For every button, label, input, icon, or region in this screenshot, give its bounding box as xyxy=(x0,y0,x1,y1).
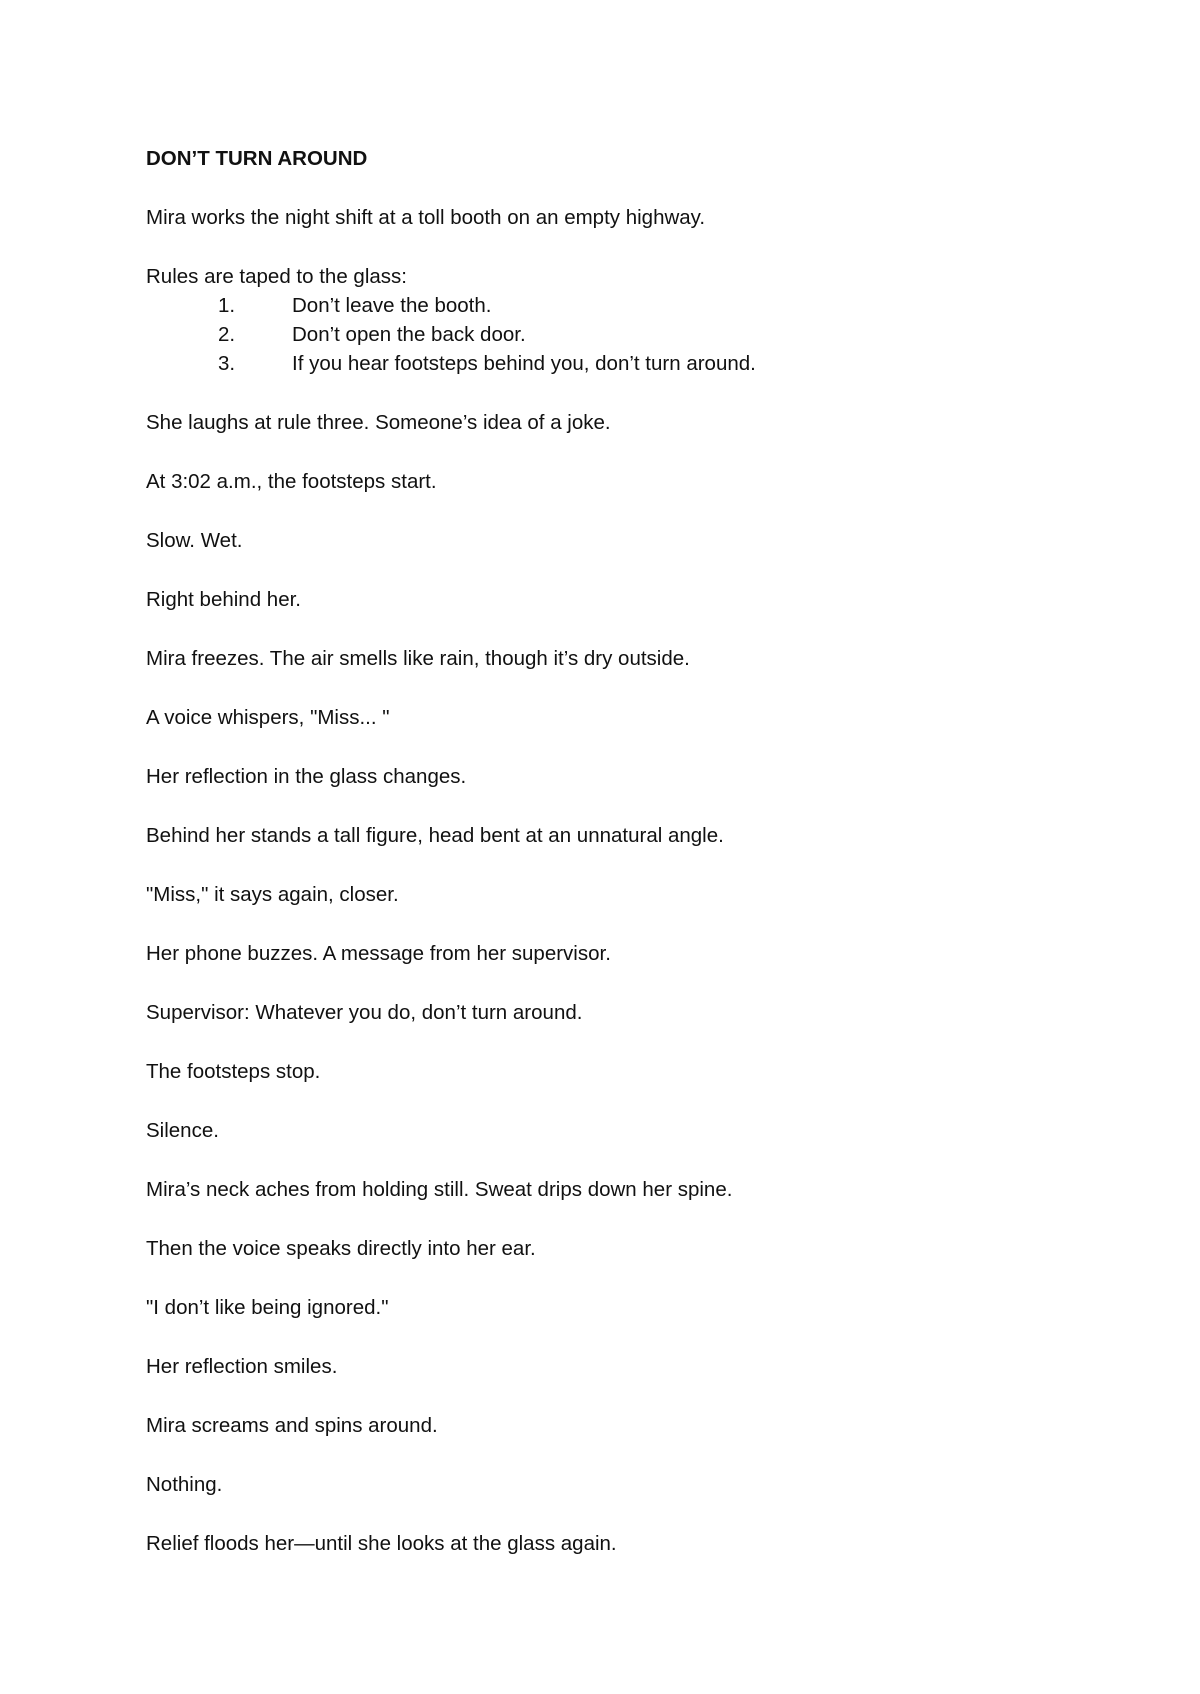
rule-item xyxy=(146,291,1086,320)
story-paragraph: Her reflection smiles. xyxy=(146,1355,338,1378)
rule-number: 1. xyxy=(218,294,236,317)
rule-item xyxy=(146,349,1086,378)
story-paragraph: A voice whispers, "Miss... " xyxy=(146,706,390,729)
story-paragraph: The footsteps stop. xyxy=(146,1060,321,1083)
story-paragraph: Mira freezes. The air smells like rain, though it’s dry outside. xyxy=(146,647,690,670)
story-paragraph: At 3:02 a.m., the footsteps start. xyxy=(146,470,437,493)
rule-item xyxy=(146,320,1086,349)
rules-list xyxy=(146,291,1086,378)
rules-intro: Rules are taped to the glass: xyxy=(146,265,407,288)
story-paragraph: Slow. Wet. xyxy=(146,529,243,552)
document-title: DON’T TURN AROUND xyxy=(146,147,368,170)
rule-number: 2. xyxy=(218,323,236,346)
story-paragraph: "Miss," it says again, closer. xyxy=(146,883,399,906)
story-paragraph: Supervisor: Whatever you do, don’t turn around. xyxy=(146,1001,583,1024)
story-paragraph: "I don’t like being ignored." xyxy=(146,1296,389,1319)
story-paragraph: Nothing. xyxy=(146,1473,223,1496)
story-paragraph: Behind her stands a tall figure, head bent at an unnatural angle. xyxy=(146,824,724,847)
rule-number: 3. xyxy=(218,352,236,375)
story-paragraph: Her reflection in the glass changes. xyxy=(146,765,467,788)
story-paragraph: Her phone buzzes. A message from her supervisor. xyxy=(146,942,611,965)
rule-text: Don’t open the back door. xyxy=(292,323,526,346)
rule-text: Don’t leave the booth. xyxy=(292,294,492,317)
intro-paragraph: Mira works the night shift at a toll booth on an empty highway. xyxy=(146,206,706,229)
rule-text: If you hear footsteps behind you, don’t turn around. xyxy=(292,352,756,375)
story-paragraph: Mira screams and spins around. xyxy=(146,1414,438,1437)
story-paragraph: Right behind her. xyxy=(146,588,302,611)
story-paragraph: Relief floods her—until she looks at the glass again. xyxy=(146,1532,617,1555)
story-paragraph: Mira’s neck aches from holding still. Sweat drips down her spine. xyxy=(146,1178,733,1201)
document-body xyxy=(146,144,1086,1588)
story-paragraph: She laughs at rule three. Someone’s idea of a joke. xyxy=(146,411,611,434)
story-paragraph: Silence. xyxy=(146,1119,219,1142)
story-paragraph: Then the voice speaks directly into her ear. xyxy=(146,1237,536,1260)
